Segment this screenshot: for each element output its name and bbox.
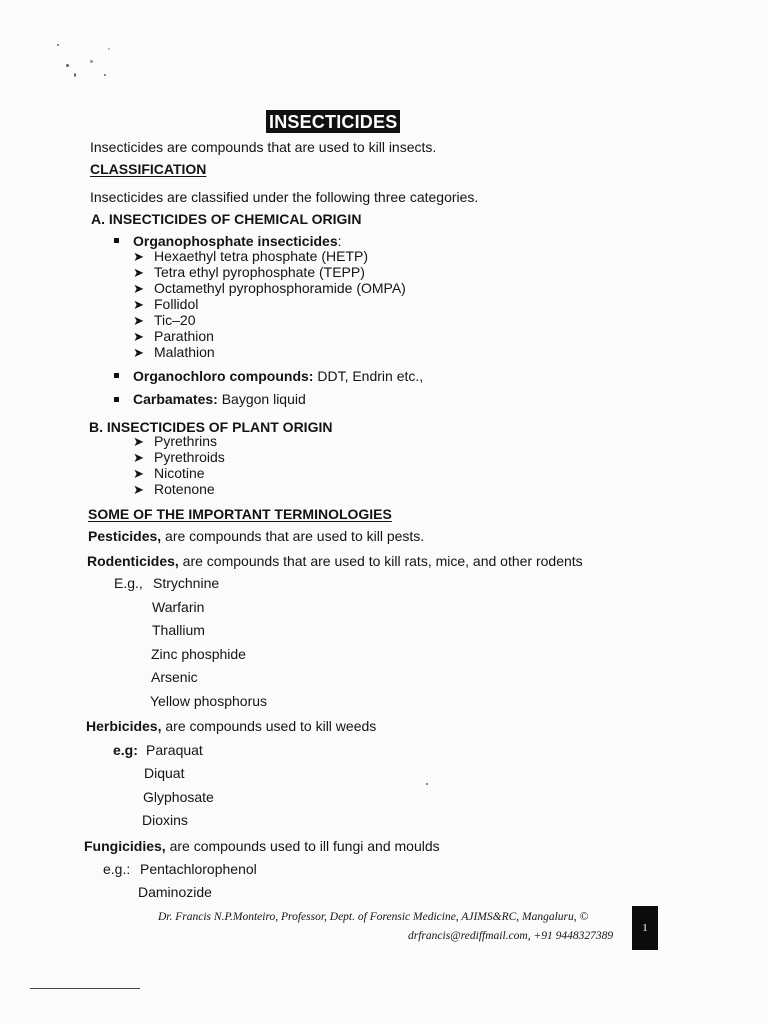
scan-speck	[104, 74, 106, 76]
herbicides-text: are compounds used to kill weeds	[161, 718, 377, 734]
scan-speck	[66, 64, 69, 67]
carbamates-text: Baygon liquid	[217, 391, 306, 407]
organophosphate-item: Parathion	[154, 328, 214, 344]
fungicides-line	[84, 838, 440, 855]
organophosphate-item: Hexaethyl tetra phosphate (HETP)	[154, 248, 368, 264]
intro-text: Insecticides are compounds that are used to kill insects.	[90, 139, 437, 155]
scan-speck	[426, 783, 428, 785]
organophosphate-item: Octamethyl pyrophosphoramide (OMPA)	[154, 280, 406, 296]
plant-origin-item: Rotenone	[154, 481, 215, 497]
organophosphate-item: Tic–20	[154, 312, 196, 328]
arrowhead-bullet-icon: ➤	[133, 249, 144, 264]
organochloro-line	[133, 368, 423, 385]
fungicides-eg: e.g.:	[103, 861, 131, 877]
herbicides-eg: e.g:	[113, 742, 138, 758]
arrowhead-bullet-icon: ➤	[133, 482, 144, 497]
rodenticides-label: Rodenticides,	[87, 553, 179, 569]
arrowhead-bullet-icon: ➤	[133, 345, 144, 360]
fungicides-text: are compounds used to ill fungi and moulds	[165, 838, 440, 854]
scan-speck	[57, 44, 59, 46]
scan-speck	[90, 60, 93, 63]
arrowhead-bullet-icon: ➤	[133, 329, 144, 344]
herbicide-item: Glyphosate	[143, 789, 214, 805]
arrowhead-bullet-icon: ➤	[133, 265, 144, 280]
herbicides-line	[86, 718, 376, 735]
organophosphate-item: Malathion	[154, 344, 215, 360]
rodenticide-item: Arsenic	[151, 669, 198, 685]
arrowhead-bullet-icon: ➤	[133, 466, 144, 481]
pesticides-text: are compounds that are used to kill pests.	[161, 528, 425, 544]
rodenticide-item: Warfarin	[152, 599, 205, 615]
arrowhead-bullet-icon: ➤	[133, 434, 144, 449]
herbicide-item: Paraquat	[146, 742, 203, 758]
fungicide-item: Pentachlorophenol	[140, 861, 257, 877]
footer-author: Dr. Francis N.P.Monteiro, Professor, Dept. of Forensic Medicine, AJIMS&RC, Mangaluru, ©	[158, 911, 589, 923]
classification-heading: CLASSIFICATION	[90, 161, 207, 177]
fungicide-item: Daminozide	[138, 884, 212, 900]
arrowhead-bullet-icon: ➤	[133, 297, 144, 312]
fungicides-label: Fungicidies,	[84, 838, 166, 854]
organochloro-text: DDT, Endrin etc.,	[313, 368, 424, 384]
square-bullet-icon	[114, 238, 119, 243]
pesticides-label: Pesticides,	[88, 528, 162, 544]
organochloro-label: Organochloro compounds:	[133, 368, 314, 384]
carbamates-line	[133, 391, 306, 408]
organophosphate-item: Follidol	[154, 296, 199, 312]
arrowhead-bullet-icon: ➤	[133, 281, 144, 296]
footer-contact: drfrancis@rediffmail.com, +91 9448327389	[408, 930, 614, 942]
section-a-heading: A. INSECTICIDES OF CHEMICAL ORIGIN	[91, 211, 362, 227]
plant-origin-item: Pyrethroids	[154, 449, 225, 465]
pesticides-line	[88, 528, 424, 545]
square-bullet-icon	[114, 397, 119, 402]
bottom-rule	[30, 988, 140, 989]
plant-origin-item: Nicotine	[154, 465, 205, 481]
page-title: INSECTICIDES	[266, 110, 400, 133]
rodenticides-text: are compounds that are used to kill rats, mice, and other rodents	[178, 553, 583, 569]
terminologies-heading: SOME OF THE IMPORTANT TERMINOLOGIES	[88, 506, 392, 522]
rodenticides-eg: E.g.,	[114, 575, 143, 591]
organophosphate-colon: :	[337, 233, 342, 249]
page-number: 1	[632, 906, 658, 950]
arrowhead-bullet-icon: ➤	[133, 313, 144, 328]
scan-speck	[74, 73, 76, 77]
arrowhead-bullet-icon: ➤	[133, 450, 144, 465]
carbamates-label: Carbamates:	[133, 391, 218, 407]
herbicides-label: Herbicides,	[86, 718, 162, 734]
scan-speck	[108, 48, 110, 50]
organophosphate-label: Organophosphate insecticides	[133, 233, 338, 249]
square-bullet-icon	[114, 373, 119, 378]
rodenticide-item: Strychnine	[153, 575, 220, 591]
herbicide-item: Diquat	[144, 765, 185, 781]
rodenticide-item: Zinc phosphide	[151, 646, 246, 662]
section-b-heading: B. INSECTICIDES OF PLANT ORIGIN	[89, 419, 333, 435]
herbicide-item: Dioxins	[142, 812, 188, 828]
plant-origin-item: Pyrethrins	[154, 433, 218, 449]
organophosphate-item: Tetra ethyl pyrophosphate (TEPP)	[154, 264, 365, 280]
rodenticides-line	[87, 553, 583, 570]
rodenticide-item: Yellow phosphorus	[150, 693, 268, 709]
classification-text: Insecticides are classified under the following three categories.	[90, 189, 479, 205]
rodenticide-item: Thallium	[152, 622, 205, 638]
